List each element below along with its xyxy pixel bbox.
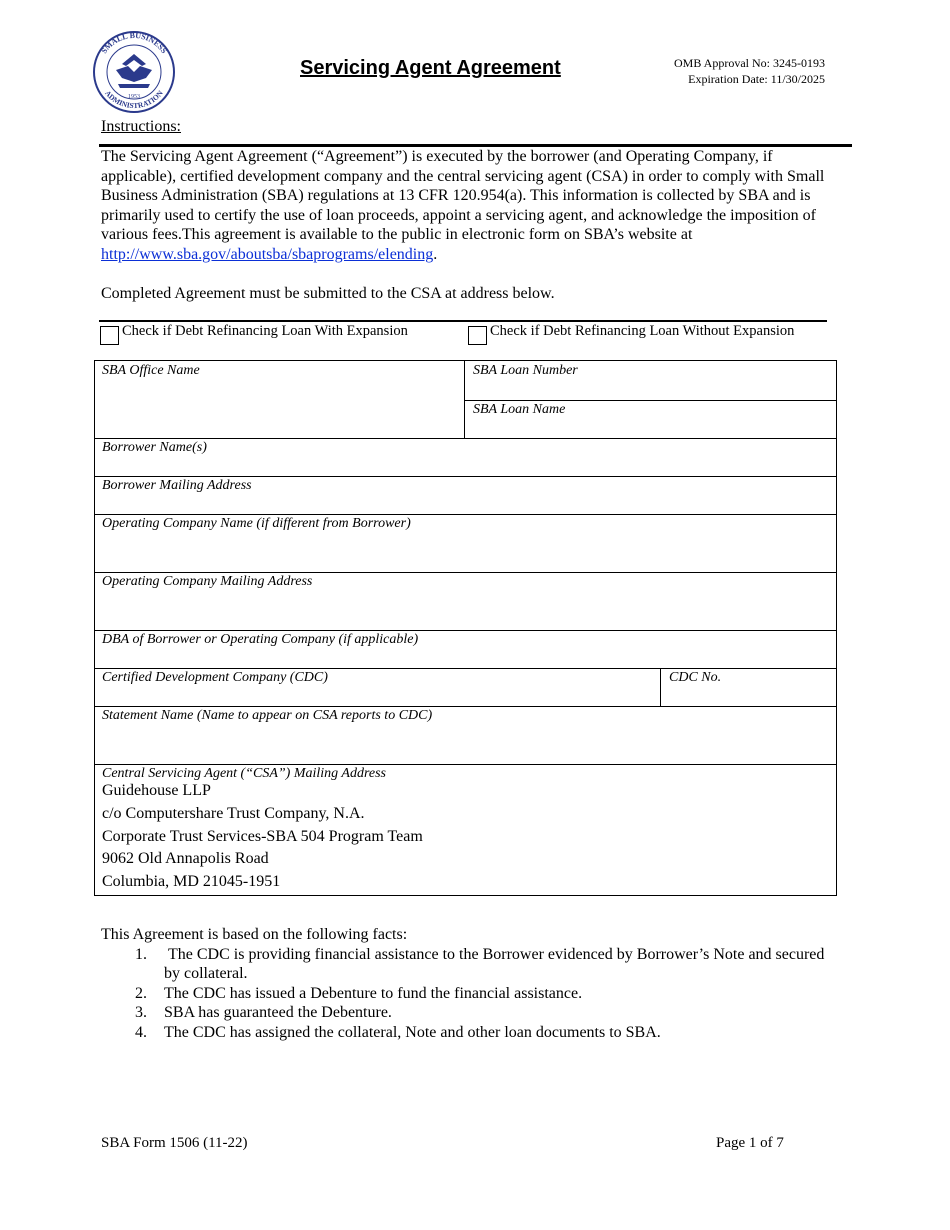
expiration-date: Expiration Date: 11/30/2025 bbox=[688, 72, 825, 86]
without-expansion-option[interactable] bbox=[468, 323, 794, 345]
sba-loan-name-label: SBA Loan Name bbox=[473, 402, 566, 417]
omb-info bbox=[674, 55, 825, 87]
svg-text:SMALL BUSINESS: SMALL BUSINESS bbox=[99, 30, 169, 56]
with-expansion-checkbox[interactable] bbox=[100, 326, 119, 345]
cdc-label: Certified Development Company (CDC) bbox=[102, 670, 328, 685]
operating-company-address-field[interactable] bbox=[95, 572, 836, 630]
sba-loan-name-field[interactable] bbox=[465, 400, 836, 438]
borrower-names-label: Borrower Name(s) bbox=[102, 440, 207, 455]
sba-office-name-label: SBA Office Name bbox=[102, 363, 200, 378]
borrower-address-label: Borrower Mailing Address bbox=[102, 478, 252, 493]
csa-address-line: c/o Computershare Trust Company, N.A. bbox=[102, 804, 365, 822]
seal-year: 1953 bbox=[128, 94, 140, 100]
cdc-field[interactable] bbox=[95, 668, 660, 706]
with-expansion-label: Check if Debt Refinancing Loan With Expansion bbox=[122, 323, 408, 339]
facts-intro: This Agreement is based on the following facts: bbox=[101, 926, 408, 943]
csa-address-line: Guidehouse LLP bbox=[102, 782, 211, 799]
submit-note: Completed Agreement must be submitted to the CSA at address below. bbox=[101, 285, 555, 302]
sba-loan-number-field[interactable] bbox=[465, 361, 836, 400]
instructions-heading: Instructions: bbox=[101, 118, 181, 135]
borrower-names-field[interactable] bbox=[95, 438, 836, 476]
statement-name-label: Statement Name (Name to appear on CSA reports to CDC) bbox=[102, 708, 433, 723]
fact-text: The CDC is providing financial assistance to the Borrower evidenced by Borrower’s Note and secured by collateral. bbox=[164, 946, 829, 983]
csa-address bbox=[102, 780, 423, 894]
facts-list bbox=[135, 945, 829, 1042]
form-number: SBA Form 1506 (11-22) bbox=[101, 1135, 248, 1151]
loan-info-form bbox=[94, 360, 837, 896]
borrower-address-field[interactable] bbox=[95, 476, 836, 514]
operating-company-address-label: Operating Company Mailing Address bbox=[102, 574, 313, 589]
list-item bbox=[135, 1003, 825, 1022]
fact-number: 4. bbox=[135, 1023, 147, 1041]
fact-number: 1. bbox=[135, 946, 147, 963]
fact-text: The CDC has issued a Debenture to fund the financial assistance. bbox=[164, 984, 583, 1002]
fact-number: 2. bbox=[135, 984, 147, 1002]
fact-number: 3. bbox=[135, 1004, 147, 1022]
cdc-number-label: CDC No. bbox=[669, 670, 722, 685]
instructions-text: The Servicing Agent Agreement (“Agreement”) is executed by the borrower (and Operating Company, if applicable), certified development company and the central servicing agent (CSA) in order to comply with Small Business Administration (SBA) regulations at 13 CFR 120.954(a). This information is collected by SBA and is primarily used to certify the use of loan proceeds, appoint a servicing agent, and acknowledge the imposition of various fees.This agreement is available to the public in electronic form on SBA’s website at bbox=[101, 148, 825, 244]
operating-company-name-field[interactable] bbox=[95, 514, 836, 572]
cdc-number-field[interactable] bbox=[661, 668, 836, 706]
divider bbox=[99, 320, 827, 322]
list-item bbox=[135, 1023, 825, 1042]
dba-label: DBA of Borrower or Operating Company (if applicable) bbox=[102, 632, 419, 647]
csa-address-label: Central Servicing Agent (“CSA”) Mailing Address bbox=[102, 766, 387, 781]
sba-seal-logo bbox=[88, 26, 180, 114]
without-expansion-checkbox[interactable] bbox=[468, 326, 487, 345]
instructions-suffix: . bbox=[433, 245, 438, 263]
sba-loan-number-label: SBA Loan Number bbox=[473, 363, 578, 378]
csa-address-line: 9062 Old Annapolis Road bbox=[102, 850, 269, 868]
omb-approval-number: OMB Approval No: 3245-0193 bbox=[674, 56, 825, 70]
list-item bbox=[135, 984, 825, 1003]
fact-text: The CDC has assigned the collateral, Note and other loan documents to SBA. bbox=[164, 1023, 661, 1041]
operating-company-name-label: Operating Company Name (if different from Borrower) bbox=[102, 516, 411, 531]
page-number: Page 1 of 7 bbox=[716, 1135, 784, 1151]
csa-address-line: Corporate Trust Services-SBA 504 Program Team bbox=[102, 827, 423, 845]
elending-link[interactable]: http://www.sba.gov/aboutsba/sbaprograms/elending bbox=[101, 245, 434, 263]
dba-field[interactable] bbox=[95, 630, 836, 668]
with-expansion-option[interactable] bbox=[100, 323, 408, 345]
list-item bbox=[135, 945, 829, 984]
instructions-paragraph bbox=[101, 147, 841, 265]
without-expansion-label: Check if Debt Refinancing Loan Without Expansion bbox=[490, 323, 795, 339]
fact-text: SBA has guaranteed the Debenture. bbox=[164, 1004, 392, 1022]
csa-address-line: Columbia, MD 21045-1951 bbox=[102, 873, 281, 891]
page-title: Servicing Agent Agreement bbox=[300, 57, 561, 79]
statement-name-field[interactable] bbox=[95, 706, 836, 764]
svg-text:ADMINISTRATION: ADMINISTRATION bbox=[103, 88, 165, 111]
sba-office-name-field[interactable] bbox=[95, 361, 464, 438]
